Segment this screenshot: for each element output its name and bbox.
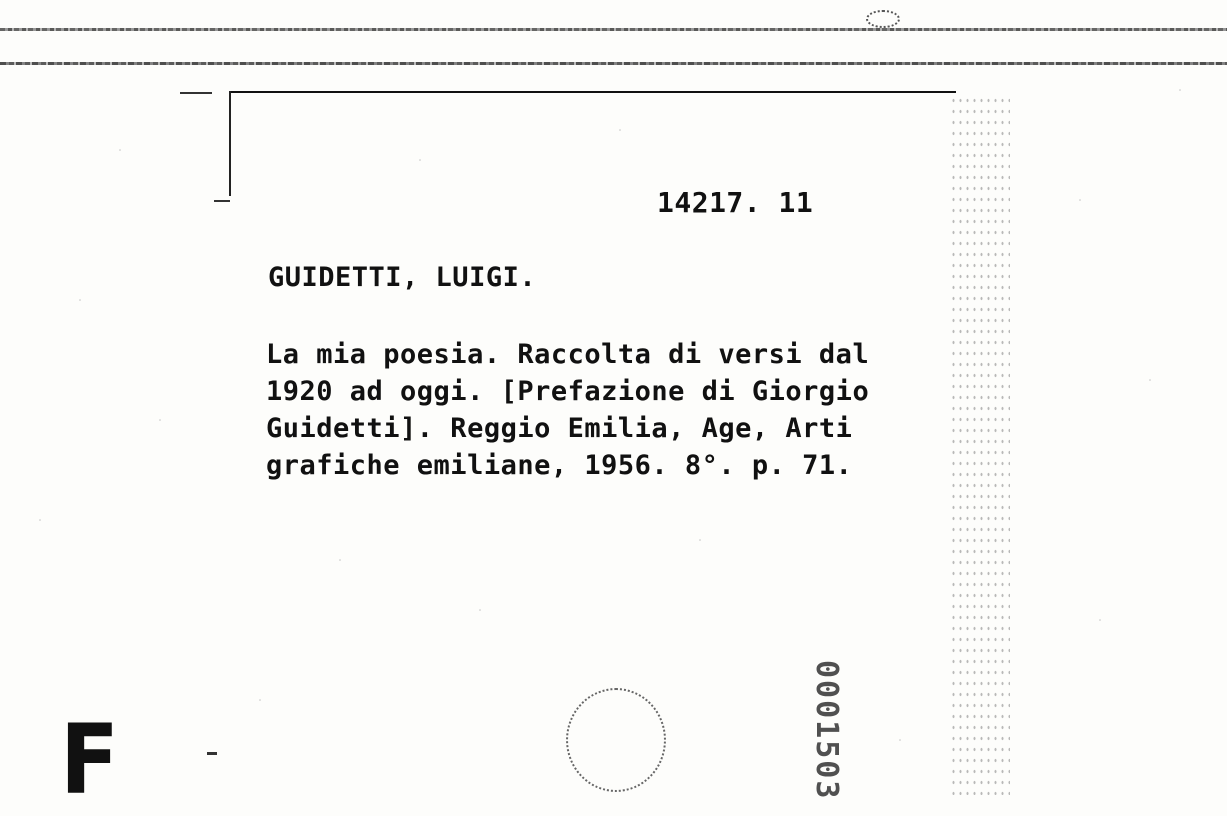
call-number: 14217. 11	[657, 186, 814, 219]
punch-hole	[566, 688, 666, 792]
corner-letter: F	[60, 704, 120, 816]
card-top-stub	[180, 92, 212, 94]
card-top-edge	[230, 91, 956, 93]
description-line: grafiche emiliane, 1956. 8°. p. 71.	[266, 450, 853, 481]
left-dash-mark	[214, 200, 230, 202]
description-line: Guidetti]. Reggio Emilia, Age, Arti	[266, 413, 853, 444]
small-mark	[207, 752, 217, 755]
description-line: 1920 ad oggi. [Prefazione di Giorgio	[266, 376, 870, 407]
right-edge-speckle	[950, 95, 1010, 795]
top-rule	[0, 28, 1227, 31]
description-line: La mia poesia. Raccolta di versi dal	[266, 339, 870, 370]
stamp-number: 0001503	[809, 660, 844, 801]
top-hole-mark	[866, 10, 900, 28]
second-rule	[0, 62, 1227, 65]
author-heading: GUIDETTI, LUIGI.	[268, 262, 537, 293]
card-left-edge	[229, 91, 231, 196]
